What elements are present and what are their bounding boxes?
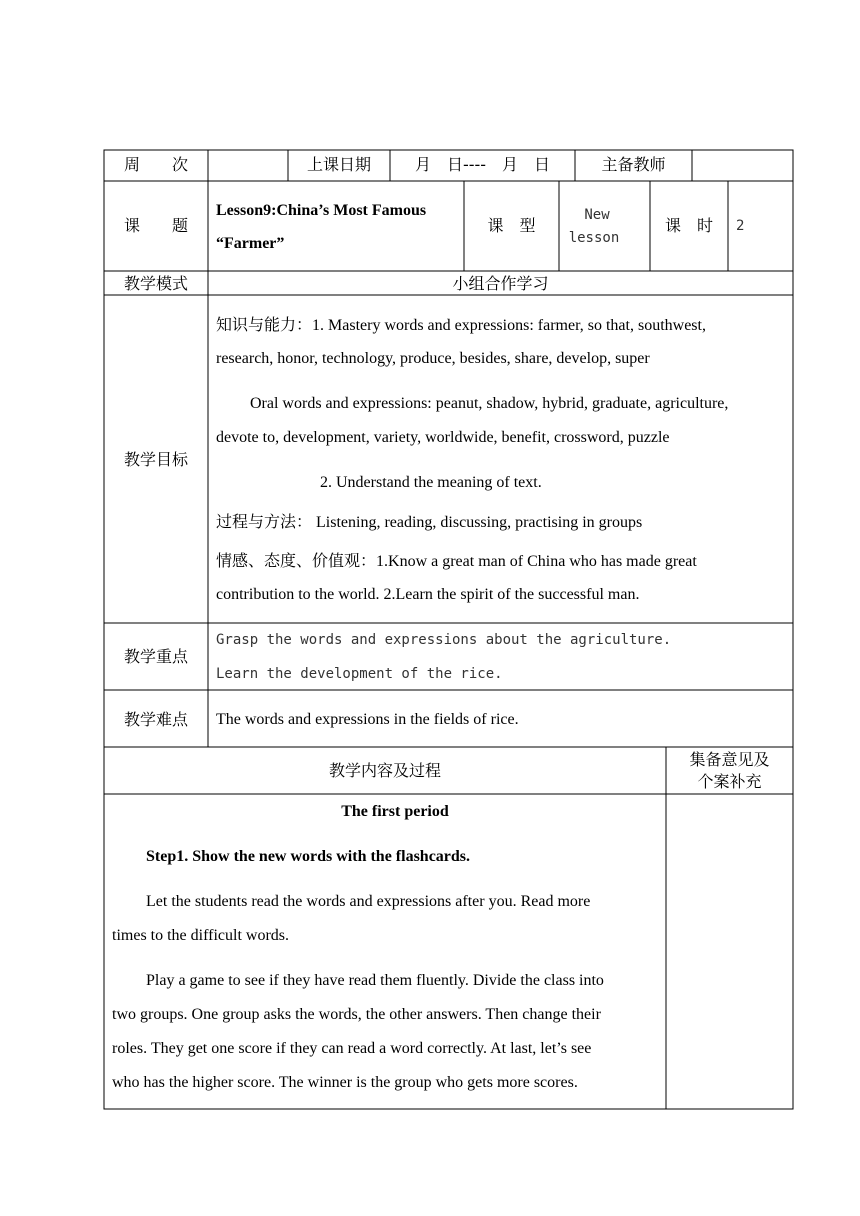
para2-line4: who has the higher score. The winner is the group who gets more scores. — [112, 1074, 578, 1091]
process-label: 过程与方法： — [216, 512, 313, 531]
teaching-mode-label: 教学模式 — [123, 274, 188, 293]
step1-heading — [146, 847, 470, 866]
emotion-objective-line1 — [216, 551, 697, 571]
notes-header-line2: 个案补充 — [697, 772, 762, 791]
topic-label: 课 题 — [123, 216, 188, 235]
knowledge-text: 1. Mastery words and expressions: farmer, so that, southwest, — [312, 317, 706, 334]
week-label: 周 次 — [123, 155, 188, 174]
emotion-label: 情感、态度、价值观： — [216, 551, 377, 570]
knowledge-label: 知识与能力： — [216, 315, 313, 334]
period-title: The first period — [341, 803, 449, 820]
step1-text: . Show the new words with the flashcards. — [184, 848, 471, 865]
class-date-label: 上课日期 — [306, 155, 371, 174]
key-points-line2: Learn the development of the rice. — [216, 666, 503, 682]
process-text: Listening, reading, discussing, practising in groups — [316, 514, 643, 531]
lesson-type-label: 课 型 — [487, 216, 536, 235]
process-method-objective — [216, 512, 642, 532]
content-process-label: 教学内容及过程 — [328, 761, 441, 780]
knowledge-objective-line2: research, honor, technology, produce, besides, share, develop, super — [216, 350, 650, 367]
teaching-objectives-label: 教学目标 — [123, 450, 188, 469]
knowledge-objective-line1 — [216, 315, 706, 335]
key-points-line1: Grasp the words and expressions about the agriculture. — [216, 632, 672, 648]
class-date-value[interactable]: 月 日---- 月 日 — [414, 155, 551, 174]
lead-teacher-label: 主备教师 — [601, 155, 666, 174]
topic-title-line1: Lesson9:China’s Most Famous — [216, 202, 427, 219]
difficult-points-label: 教学难点 — [123, 710, 188, 729]
oral-words-line1: Oral words and expressions: peanut, shadow, hybrid, graduate, agriculture, — [250, 395, 729, 412]
lesson-type-value-line1: New — [584, 207, 610, 223]
key-points-label: 教学重点 — [123, 647, 188, 666]
class-hours-label: 课 时 — [664, 216, 713, 235]
oral-words-line2: devote to, development, variety, worldwide, benefit, crossword, puzzle — [216, 429, 670, 446]
teaching-mode-value: 小组合作学习 — [452, 274, 549, 293]
para1-line1: Let the students read the words and expressions after you. Read more — [146, 893, 591, 910]
emotion-objective-line2: contribution to the world. 2.Learn the spirit of the successful man. — [216, 586, 640, 603]
emotion-text: 1.Know a great man of China who has made great — [376, 553, 697, 570]
lesson-type-value-line2: lesson — [568, 230, 620, 246]
para2-line3: roles. They get one score if they can read a word correctly. At last, let’s see — [112, 1040, 592, 1057]
step1-prefix: Step1 — [146, 848, 185, 865]
para2-line2: two groups. One group asks the words, the other answers. Then change their — [112, 1006, 601, 1023]
class-hours-value: 2 — [736, 218, 745, 234]
difficult-points-value: The words and expressions in the fields of rice. — [216, 711, 519, 728]
para1-line2: times to the difficult words. — [112, 927, 290, 944]
para2-line1: Play a game to see if they have read them fluently. Divide the class into — [146, 972, 604, 989]
understand-objective: 2. Understand the meaning of text. — [320, 474, 542, 491]
notes-header-line1: 集备意见及 — [689, 750, 770, 769]
topic-title-line2: “Farmer” — [216, 235, 285, 252]
